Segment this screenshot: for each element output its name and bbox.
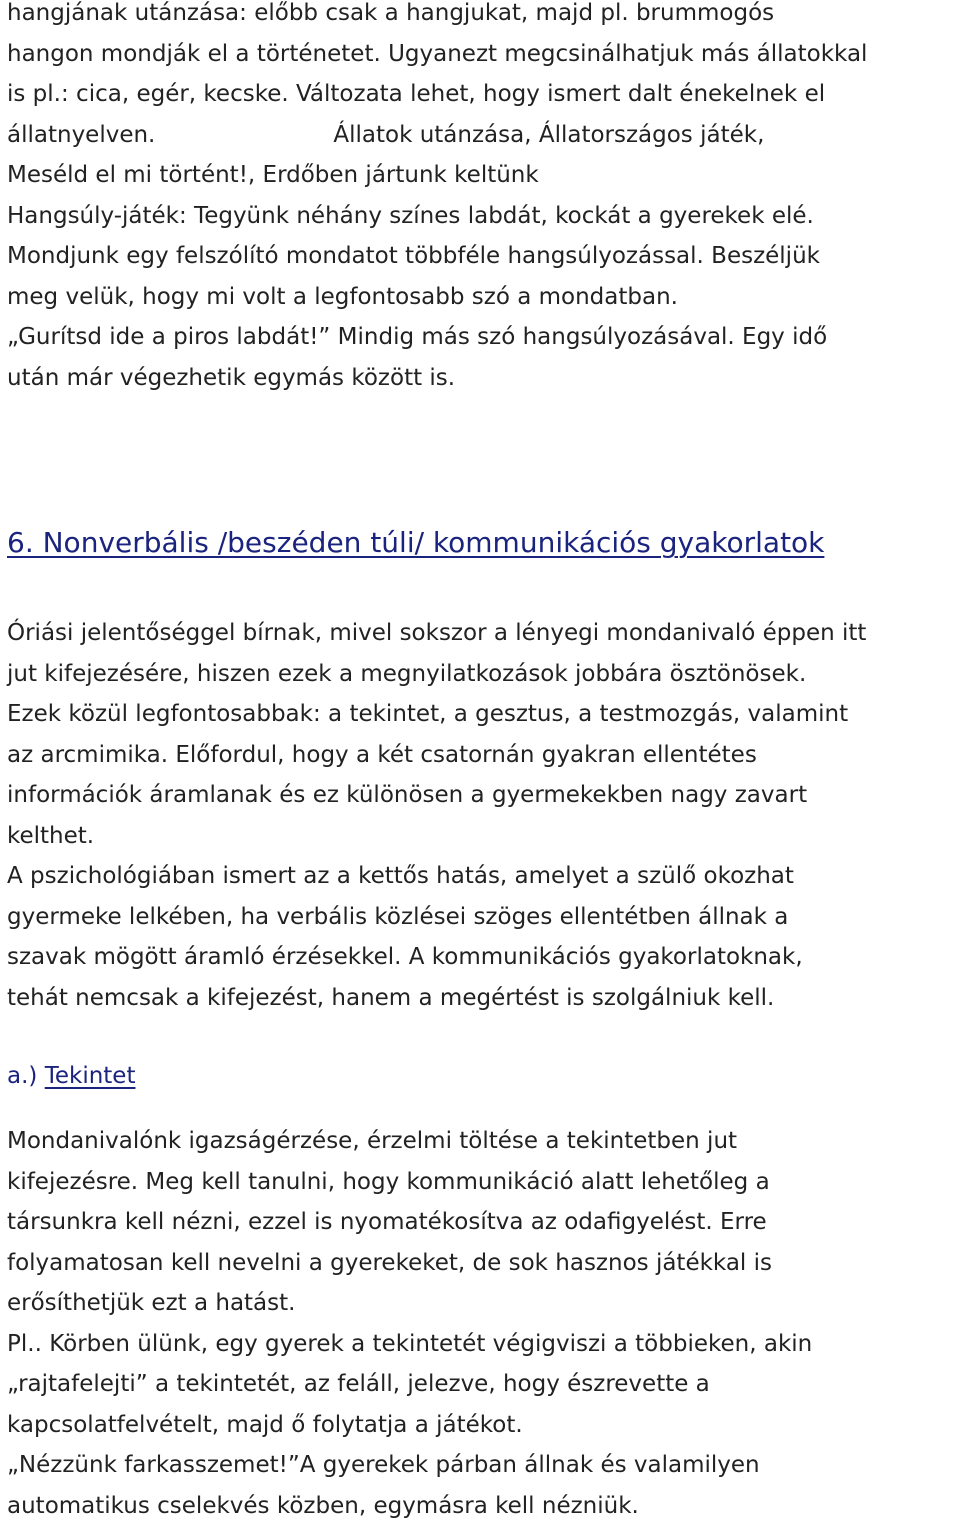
text-line: hangjának utánzása: előbb csak a hangjukat, majd pl. brummogós	[7, 0, 867, 34]
subsection-heading	[7, 1056, 135, 1097]
text-line: erősíthetjük ezt a hatást.	[7, 1283, 812, 1324]
text-line: kelthet.	[7, 816, 866, 857]
section-body	[7, 613, 866, 1018]
text-line: Hangsúly-játék: Tegyünk néhány színes labdát, kockát a gyerekek elé.	[7, 196, 867, 237]
subsection-title: Tekintet	[45, 1063, 136, 1089]
text-line: Pl.. Körben ülünk, egy gyerek a tekintetét végigviszi a többieken, akin	[7, 1324, 812, 1365]
text-line: Óriási jelentőséggel bírnak, mivel sokszor a lényegi mondanivaló éppen itt	[7, 613, 866, 654]
text-line-tail: Állatok utánzása, Állatországos játék,	[333, 122, 764, 148]
text-line: gyermeke lelkében, ha verbális közlései szöges ellentétben állnak a	[7, 897, 866, 938]
text-line: Mondjunk egy felszólító mondatot többféle hangsúlyozással. Beszéljük	[7, 236, 867, 277]
text-line: Ezek közül legfontosabbak: a tekintet, a gesztus, a testmozgás, valamint	[7, 694, 866, 735]
text-line: kifejezésre. Meg kell tanulni, hogy kommunikáció alatt lehetőleg a	[7, 1162, 812, 1203]
text-line: hangon mondják el a történetet. Ugyanezt megcsinálhatjuk más állatokkal	[7, 34, 867, 75]
text-line: „Nézzünk farkasszemet!”A gyerekek párban állnak és valamilyen	[7, 1445, 812, 1486]
text-line: folyamatosan kell nevelni a gyerekeket, de sok hasznos játékkal is	[7, 1243, 812, 1284]
text-line	[7, 115, 867, 156]
text-line: tehát nemcsak a kifejezést, hanem a megértést is szolgálniuk kell.	[7, 978, 866, 1019]
subsection-number: a.)	[7, 1063, 37, 1089]
text-line: az arcmimika. Előfordul, hogy a két csatornán gyakran ellentétes	[7, 735, 866, 776]
text-line: után már végezhetik egymás között is.	[7, 358, 867, 399]
text-line: A pszichológiában ismert az a kettős hatás, amelyet a szülő okozhat	[7, 856, 866, 897]
text-line: „rajtafelejti” a tekintetét, az feláll, jelezve, hogy észrevette a	[7, 1364, 812, 1405]
section-heading: 6. Nonverbális /beszéden túli/ kommunikációs gyakorlatok	[7, 521, 824, 565]
text-line: Meséld el mi történt!, Erdőben jártunk keltünk	[7, 155, 867, 196]
text-line: meg velük, hogy mi volt a legfontosabb szó a mondatban.	[7, 277, 867, 318]
text-line: is pl.: cica, egér, kecske. Változata lehet, hogy ismert dalt énekelnek el	[7, 74, 867, 115]
text-line: társunkra kell nézni, ezzel is nyomatékosítva az odafigyelést. Erre	[7, 1202, 812, 1243]
text-line: információk áramlanak és ez különösen a gyermekekben nagy zavart	[7, 775, 866, 816]
text-line: szavak mögött áramló érzésekkel. A kommunikációs gyakorlatoknak,	[7, 937, 866, 978]
text-line: kapcsolatfelvételt, majd ő folytatja a játékot.	[7, 1405, 812, 1446]
text-line-head: állatnyelven.	[7, 122, 155, 148]
text-line: automatikus cselekvés közben, egymásra kell nézniük.	[7, 1486, 812, 1526]
intro-paragraph	[7, 0, 867, 398]
text-line: jut kifejezésére, hiszen ezek a megnyilatkozások jobbára ösztönösek.	[7, 654, 866, 695]
text-line: Mondanivalónk igazságérzése, érzelmi töltése a tekintetben jut	[7, 1121, 812, 1162]
subsection-body	[7, 1121, 812, 1526]
text-line: „Gurítsd ide a piros labdát!” Mindig más szó hangsúlyozásával. Egy idő	[7, 317, 867, 358]
